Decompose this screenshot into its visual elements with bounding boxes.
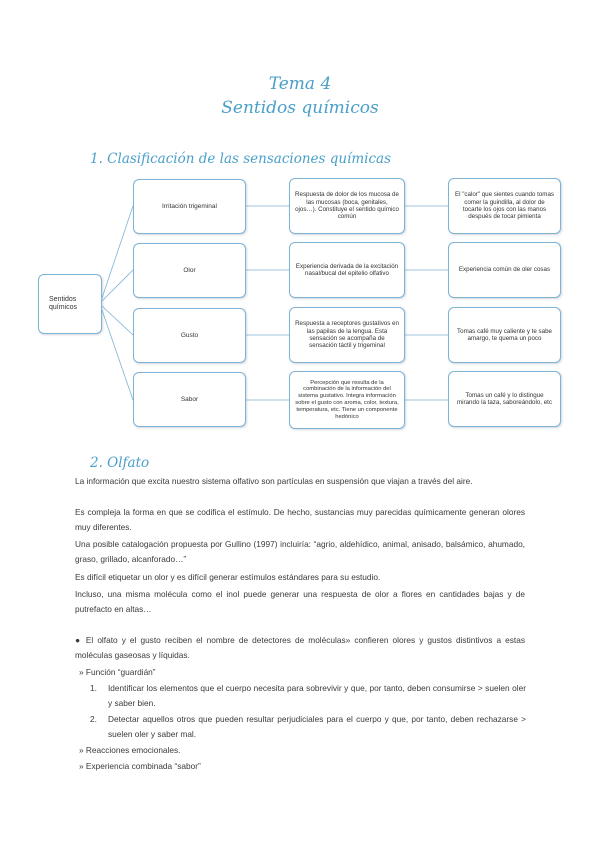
ordered-item-1-number: 1. — [90, 683, 97, 693]
bullet-detectores: ● El olfato y el gusto reciben el nombre de detectores de moléculas» confieren olores y gustos distintivos a estas moléculas gaseosas y líquidas. — [75, 635, 525, 661]
paragraph-5: Incluso, una misma molécula como el inol puede generar una respuesta de olor a flores en cantidades bajas y de putrefacto en altas… — [75, 589, 525, 615]
diagram-example-sabor: Tomas un café y lo distingue mirando la taza, saboreándolo, etc — [448, 371, 561, 427]
diagram-category-olor: Olor — [133, 243, 246, 298]
diagram-category-irritacion: Irritación trigeminal — [133, 179, 246, 234]
paragraph-1: La información que excita nuestro sistema olfativo son partículas en suspensión que viajan a través del aire. — [75, 476, 473, 486]
emotional-label: » Reacciones emocionales. — [79, 745, 181, 755]
diagram-root-node: Sentidos químicos — [38, 274, 102, 334]
paragraph-3: Una posible catalogación propuesta por Gullino (1997) incluiría: “agrio, aldehídico, animal, anisado, balsámico, ahumado, graso, grillado, alcanforado…” — [75, 539, 525, 565]
title-line-1: Tema 4 — [268, 74, 332, 94]
ordered-item-2-number: 2. — [90, 714, 97, 724]
combined-label: » Experiencia combinada “sabor” — [79, 761, 201, 771]
function-label: » Función “guardián” — [79, 667, 156, 677]
title-line-2: Sentidos químicos — [221, 98, 379, 118]
diagram-description-olor: Experiencia derivada de la excitación nasal/bucal del epitelio olfativo — [289, 242, 405, 298]
diagram-example-olor: Experiencia común de oler cosas — [448, 242, 561, 298]
ordered-item-2 — [90, 712, 526, 743]
section-1-heading: 1. Clasificación de las sensaciones químicas — [90, 151, 392, 167]
diagram-description-gusto: Respuesta a receptores gustativos en las papilas de la lengua. Esta sensación se acompaña de sensación táctil y trigeminal — [289, 307, 405, 363]
paragraph-4: Es difícil etiquetar un olor y es difícil generar estímulos estándares para su estudio. — [75, 572, 381, 582]
diagram-example-gusto: Tomas café muy caliente y te sabe amargo, te quema un poco — [448, 307, 561, 363]
ordered-item-1-text: Identificar los elementos que el cuerpo necesita para sobrevivir y que, por tanto, deben consumirse > suelen oler y saber bien. — [108, 683, 526, 709]
connector-root-irritacion — [102, 206, 133, 298]
connector-root-sabor — [102, 310, 133, 400]
connector-root-gusto — [102, 306, 133, 335]
connector-root-olor — [102, 270, 133, 301]
diagram-category-gusto: Gusto — [133, 308, 246, 363]
diagram-category-sabor: Sabor — [133, 372, 246, 427]
ordered-item-2-text: Detectar aquellos otros que pueden resultar perjudiciales para el cuerpo y que, por tanto, deben rechazarse > suelen oler y saber mal. — [108, 714, 526, 740]
diagram-description-irritacion: Respuesta de dolor de los mucosa de las mucosas (boca, genitales, ojos…). Constituye el sentido químico común — [289, 178, 405, 234]
ordered-item-1 — [90, 681, 526, 712]
section-2-heading: 2. Olfato — [90, 455, 150, 471]
diagram-description-sabor: Percepción que resulta de la combinación de la información del sistema gustativo. Integra información sobre el gusto con aroma, color, textura, temperatura, etc. Tiene un componente hedónico — [289, 371, 405, 429]
paragraph-2: Es compleja la forma en que se codifica el estímulo. De hecho, sustancias muy parecidas químicamente generan olores muy diferentes. — [75, 507, 525, 533]
diagram-example-irritacion: El "calor" que sientes cuando tomas comer la guindilla, al dolor de tocarte los ojos con las manos después de tocar pimienta — [448, 178, 561, 234]
